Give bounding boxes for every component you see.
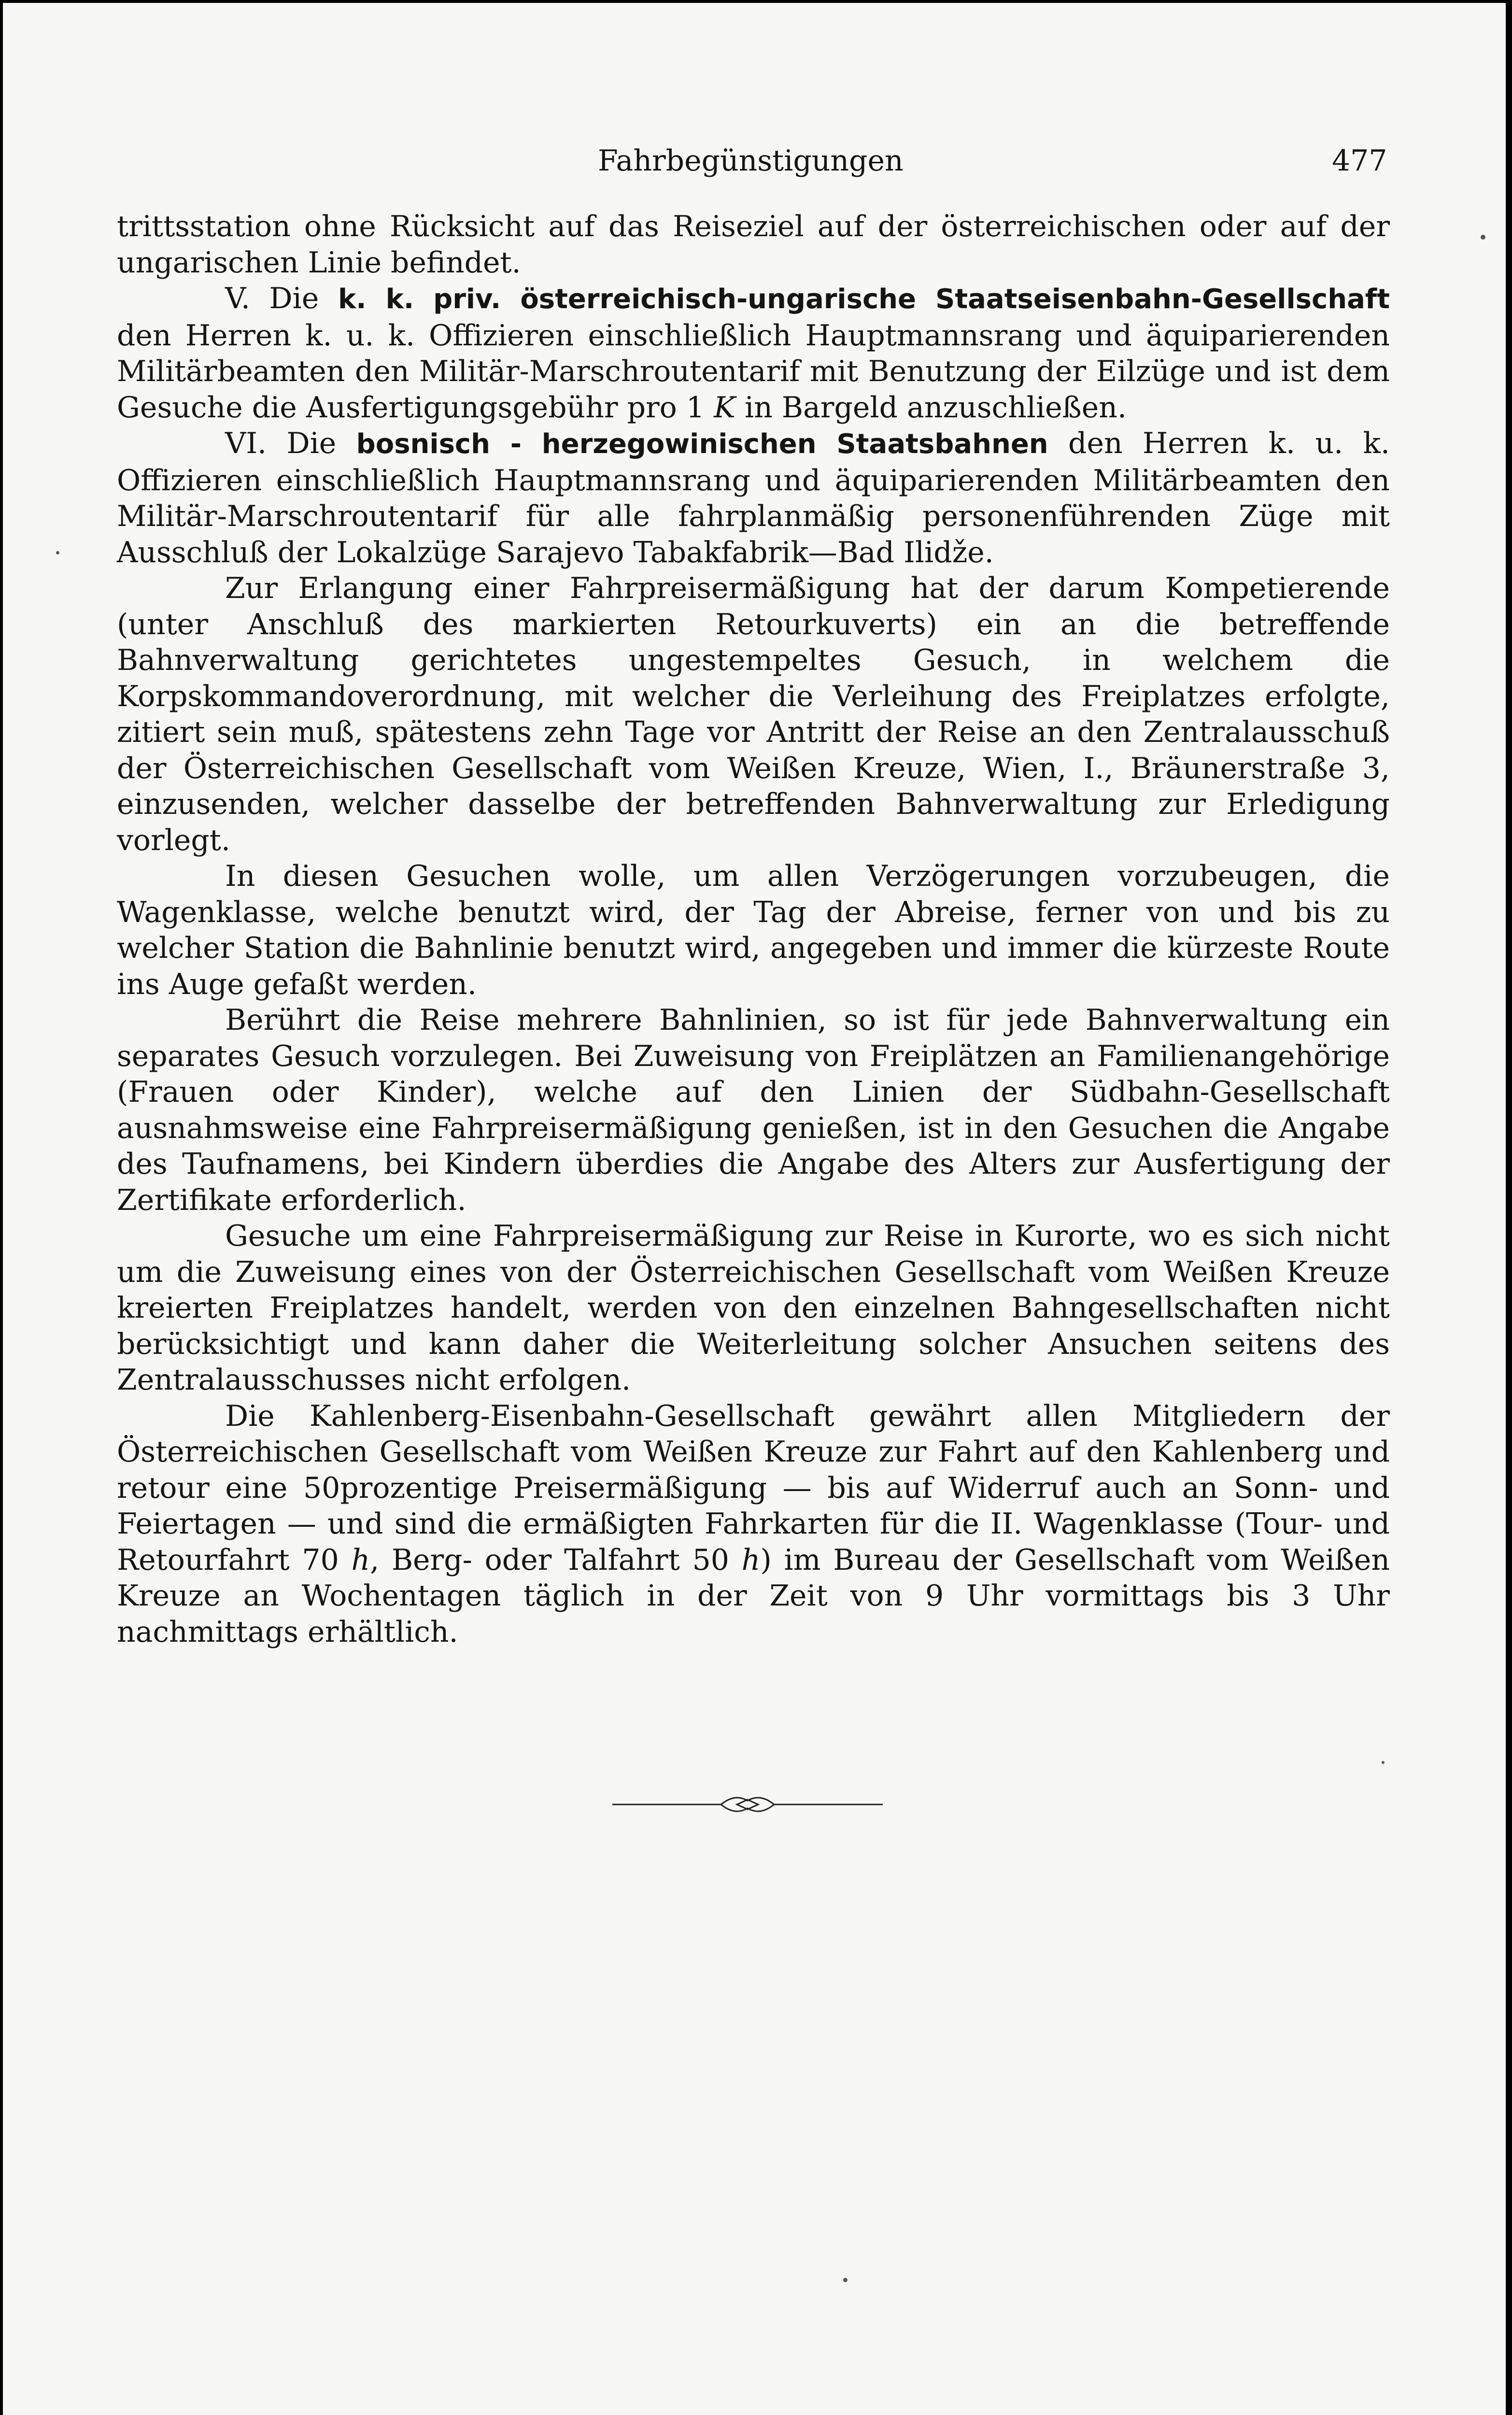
paragraph-continuation bbox=[117, 209, 1390, 281]
paper-speck bbox=[843, 2278, 848, 2282]
section-lead: V. Die bbox=[225, 282, 338, 315]
ornament-divider-icon bbox=[612, 1790, 883, 1819]
section-lead: VI. Die bbox=[225, 426, 356, 460]
railway-name: k. k. priv. österreichisch-ungarische Staatseisenbahn-Gesellschaft bbox=[338, 284, 1390, 315]
paragraph-text: Gesuche um eine Fahrpreisermäßigung zur Reise in Kurorte, wo es sich nicht um die Zuweisung eines von der Österreichischen Gesellschaft vom Weißen Kreuze kreierten Freiplatzes handelt, werden von den einzelnen Bahngesellschaften nicht berücksichtigt und kann daher die Weiterleitung solcher Ansuchen seitens des Zentralausschusses nicht erfolgen. bbox=[117, 1219, 1390, 1397]
paragraph bbox=[117, 1218, 1390, 1398]
paragraph bbox=[117, 570, 1390, 858]
paper-speck bbox=[56, 551, 59, 554]
paragraph-text: ) im Bureau der Gesellschaft vom Weißen Kreuze an Wochentagen täglich in der Zeit von 9 Uhr vormittags bis 3 Uhr nachmittags erhältlich. bbox=[117, 1543, 1390, 1649]
paragraph-text: Berührt die Reise mehrere Bahnlinien, so ist für jede Bahnverwaltung ein separates Gesuch vorzulegen. Bei Zuweisung von Freiplätzen an Familienangehörige (Frauen oder Kinder), welche auf den Linien der Südbahn-Gesellschaft ausnahmsweise eine Fahrpreisermäßigung genießen, ist in den Gesuchen die Angabe des Taufnamens, bei Kindern überdies die Angabe des Alters zur Ausfertigung der Zertifikate erforderlich. bbox=[117, 1003, 1390, 1217]
paragraph-text: den Herren k. u. k. Offizieren einschließlich Hauptmannsrang und äquiparierenden Militärbeamten den Militär-Marschroutentarif mit Benutzung der Eilzüge und ist dem Gesuche die Ausfertigungsgebühr pro 1 bbox=[117, 318, 1390, 425]
paragraph-text: trittsstation ohne Rücksicht auf das Reiseziel auf der österreichischen oder auf der ungarischen Linie befindet. bbox=[117, 210, 1390, 280]
paper-speck bbox=[1382, 1761, 1385, 1764]
page-header bbox=[3, 144, 1506, 183]
currency-unit: h bbox=[741, 1543, 761, 1577]
paragraph bbox=[117, 858, 1390, 1002]
paragraph-section-vi bbox=[117, 426, 1390, 570]
currency-unit: h bbox=[351, 1543, 370, 1577]
paragraph-text: Die Kahlenberg-Eisenbahn-Gesellschaft gewährt allen Mitgliedern der Österreichischen Gesellschaft vom Weißen Kreuze zur Fahrt auf den Kahlenberg und retour eine 50prozentige Preisermäßigung — bis auf Widerruf auch an Sonn- und Feiertagen — und sind die ermäßigten Fahrkarten für die II. Wagenklasse (Tour- und Retourfahrt 70 bbox=[117, 1399, 1390, 1577]
paragraph bbox=[117, 1002, 1390, 1218]
paragraph-text: den Herren k. u. k. Offizieren einschließlich Hauptmannsrang und äquiparierenden Militärbeamten den Militär-Marschroutentarif für alle fahrplanmäßig personenführenden Züge mit Ausschluß der Lokalzüge Sarajevo Tabakfabrik—Bad Ilidže. bbox=[117, 426, 1390, 569]
paragraph bbox=[117, 1398, 1390, 1650]
paragraph-text: , Berg- oder Talfahrt 50 bbox=[370, 1543, 742, 1577]
paragraph-text: in Bargeld anzuschließen. bbox=[735, 390, 1127, 425]
paper-speck bbox=[1481, 235, 1485, 240]
running-title: Fahrbegünstigungen bbox=[598, 144, 904, 178]
paragraph-text: Zur Erlangung einer Fahrpreisermäßigung hat der darum Kompetierende (unter Anschluß des markierten Retourkuverts) ein an die betreffende Bahnverwaltung gerichtetes ungestempeltes Gesuch, in welchem die Korpskommandoverordnung, mit welcher die Verleihung des Freiplatzes erfolgte, zitiert sein muß, spätestens zehn Tage vor Antritt der Reise an den Zentralausschuß der Österreichischen Gesellschaft vom Weißen Kreuze, Wien, I., Bräunerstraße 3, einzusenden, welcher dasselbe der betreffenden Bahnverwaltung zur Erledigung vorlegt. bbox=[117, 571, 1390, 857]
railway-name: bosnisch - herzegowinischen Staatsbahnen bbox=[356, 428, 1048, 460]
book-page bbox=[3, 3, 1506, 2415]
page-number: 477 bbox=[1332, 144, 1387, 178]
paragraph-text: In diesen Gesuchen wolle, um allen Verzögerungen vorzubeugen, die Wagenklasse, welche benutzt wird, der Tag der Abreise, ferner von und bis zu welcher Station die Bahnlinie benutzt wird, angegeben und immer die kürzeste Route ins Auge gefaßt werden. bbox=[117, 859, 1390, 1001]
paragraph-section-v bbox=[117, 281, 1390, 426]
body-text bbox=[117, 209, 1390, 1650]
currency-unit: K bbox=[714, 390, 735, 425]
